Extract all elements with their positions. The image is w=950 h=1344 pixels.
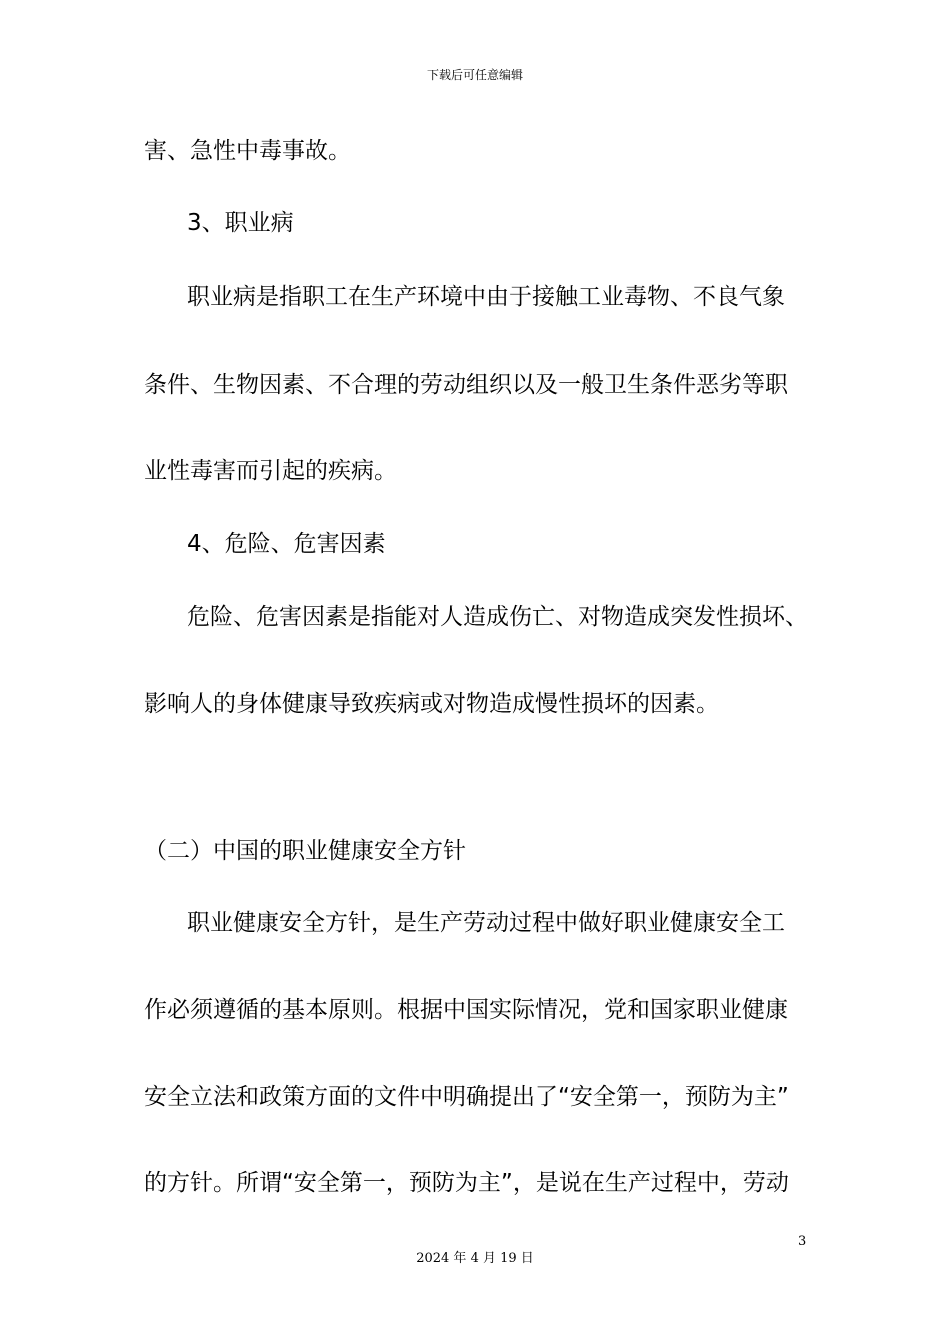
body-line-7: 危险、危害因素是指能对人造成伤亡、对物造成突发性损坏、 bbox=[187, 604, 808, 630]
section-heading-occupational-disease: 3、职业病 bbox=[187, 210, 294, 236]
body-line-11: 作必须遵循的基本原则。根据中国实际情况，党和国家职业健康 bbox=[144, 997, 788, 1023]
body-line-12: 安全立法和政策方面的文件中明确提出了“安全第一，预防为主” bbox=[144, 1084, 789, 1110]
page-header: 下载后可任意编辑 bbox=[426, 68, 523, 82]
page-number: 3 bbox=[798, 1234, 807, 1249]
body-line-10: 职业健康安全方针，是生产劳动过程中做好职业健康安全工 bbox=[187, 910, 785, 936]
body-line-5: 业性毒害而引起的疾病。 bbox=[144, 458, 397, 484]
section-heading-safety-policy: （二）中国的职业健康安全方针 bbox=[144, 838, 466, 864]
body-line-3: 职业病是指职工在生产环境中由于接触工业毒物、不良气象 bbox=[187, 284, 785, 310]
body-line-1: 害、急性中毒事故。 bbox=[144, 138, 351, 164]
footer-date: 2024 年 4 月 19 日 bbox=[416, 1251, 534, 1266]
body-line-13: 的方针。所谓“安全第一，预防为主”，是说在生产过程中，劳动 bbox=[144, 1170, 789, 1196]
body-line-4: 条件、生物因素、不合理的劳动组织以及一般卫生条件恶劣等职 bbox=[144, 372, 788, 398]
body-line-8: 影响人的身体健康导致疾病或对物造成慢性损坏的因素。 bbox=[144, 691, 719, 717]
section-heading-hazard-factors: 4、危险、危害因素 bbox=[187, 531, 386, 557]
